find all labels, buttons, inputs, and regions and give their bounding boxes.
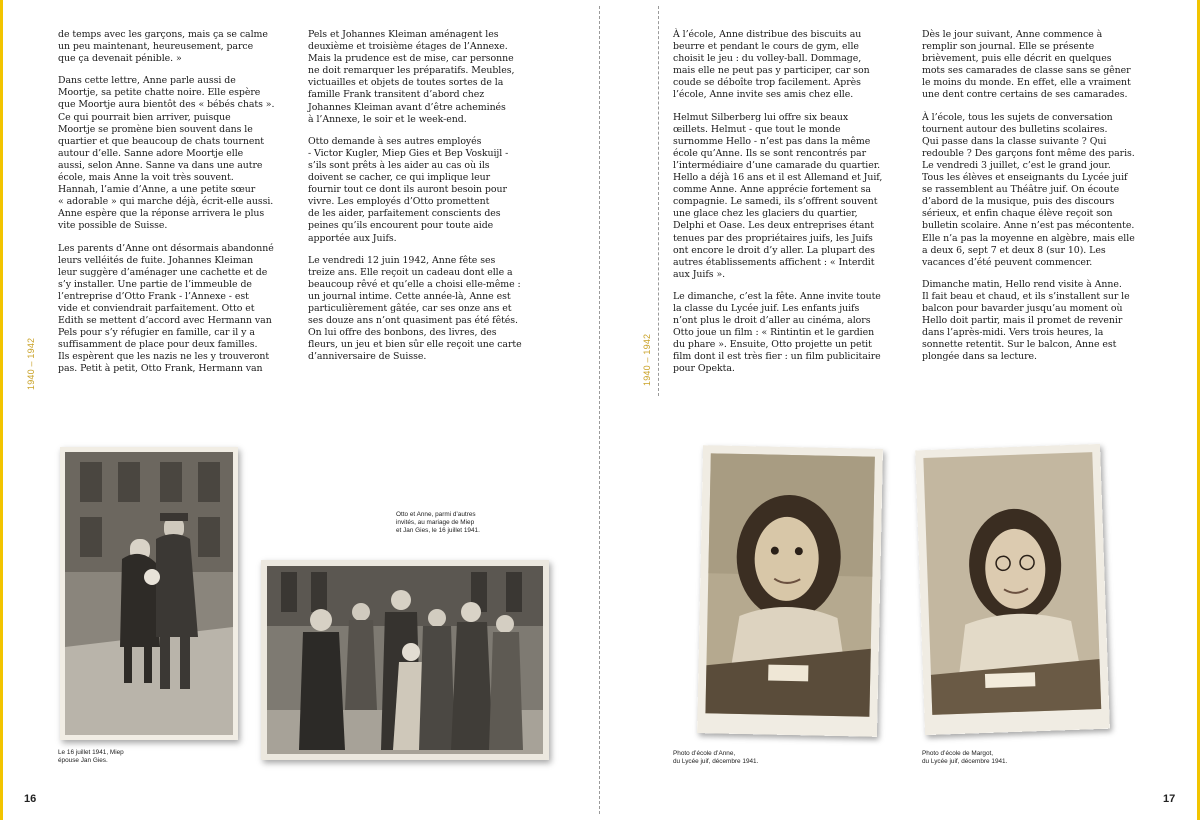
- paragraph: Le vendredi 12 juin 1942, Anne fête ses treize ans. Elle reçoit un cadeau dont elle a beaucoup rêvé et qu’elle a choisi elle-même : un journal intime. Cette année-là, Anne est particulièrement gâtée, car ses onze ans et ses douze ans n’ont quasiment pas été fêtés. On lui offre des bonbons, des livres, des fleurs, un jeu et bien sûr elle reçoit une carte d’anniversaire de Suisse.: [308, 254, 522, 363]
- photo-anne-school: [697, 445, 883, 737]
- caption-anne: Photo d’école d’Anne, du Lycée juif, décembre 1941.: [673, 750, 759, 765]
- page-number-left: 16: [24, 793, 37, 805]
- paragraph: Le dimanche, c’est la fête. Anne invite toute la classe du Lycée juif. Les enfants juifs n’ont plus le droit d’aller au cinéma, alors Otto joue un film : « Rintintin et le gardien du phare ». Ensuite, Otto projette un petit film dont il est très fier : un film publicitaire pour Opekta.: [673, 290, 881, 375]
- right-page: [600, 0, 1200, 820]
- anne-portrait-image: [697, 445, 883, 737]
- left-column-1: [58, 29, 288, 386]
- paragraph: À l’école, Anne distribue des biscuits au beurre et pendant le cours de gym, elle choisit le jeu : du volley-ball. Dommage, mais elle ne peut pas y participer, car son coude se déboîte trop facilement. Après l’école, Anne invite ses amis chez elle.: [673, 29, 870, 101]
- margot-portrait-image: [915, 444, 1110, 735]
- left-column-2: [308, 29, 540, 373]
- caption-wedding-walk: Le 16 juillet 1941, Miep épouse Jan Gies.: [58, 749, 124, 764]
- photo-margot-school: [915, 444, 1110, 735]
- wedding-walk-image: [60, 447, 238, 740]
- paragraph: Dès le jour suivant, Anne commence à remplir son journal. Elle se présente brièvement, puis elle décrit en quelques mots ses camarades de classe sans se gêner le moins du monde. En effet, elle a vraiment une dent contre certains de ses camarades.: [922, 29, 1131, 101]
- wedding-group-image: [261, 560, 549, 760]
- paragraph: Dimanche matin, Hello rend visite à Anne. Il fait beau et chaud, et ils s’installent sur le balcon pour bavarder jusqu’au moment où Hello doit partir, mais il promet de revenir dans l’après-midi. Vers trois heures, la sonnette retentit. Sur le balcon, Anne est plongée dans sa lecture.: [922, 278, 1130, 363]
- caption-wedding-group: Otto et Anne, parmi d’autres invités, au mariage de Miep et Jan Gies, le 16 juillet 1941.: [396, 511, 480, 534]
- caption-margot: Photo d’école de Margot, du Lycée juif, décembre 1941.: [922, 750, 1008, 765]
- right-column-1: [673, 29, 903, 386]
- paragraph: de temps avec les garçons, mais ça se calme un peu maintenant, heureusement, parce que ça devenait pénible. »: [58, 29, 268, 65]
- left-edge-accent: [0, 0, 3, 820]
- date-tab: 1940 – 1942: [642, 333, 652, 386]
- date-tab: 1940 – 1942: [26, 337, 36, 390]
- paragraph: Pels et Johannes Kleiman aménagent les deuxième et troisième étages de l’Annexe. Mais la prudence est de mise, car personne ne doit remarquer les préparatifs. Meubles, victuailles et objets de toutes sortes de la famille Frank transitent d’abord chez Johannes Kleiman avant d’être acheminés à l’Annexe, le soir et le week-end.: [308, 29, 515, 125]
- paragraph: À l’école, tous les sujets de conversation tournent autour des bulletins scolaires. Qui passe dans la classe suivante ? Qui redouble ? Des garçons font même des paris. Le vendredi 3 juillet, c’est le grand jour. Tous les élèves et enseignants du Lycée juif se rassemblent au Théâtre juif. On écoute d’abord de la musique, puis des discours sérieux, et enfin chaque élève reçoit son bulletin scolaire. Anne n’est pas mécontente. Elle n’a pas la moyenne en algèbre, mais elle a deux 6, sept 7 et deux 8 (sur 10). Les vacances d’été peuvent commencer.: [922, 111, 1135, 268]
- paragraph: Helmut Silberberg lui offre six beaux œillets. Helmut - que tout le monde surnomme Hello - n’est pas dans la même école qu’Anne. Ils se sont rencontrés par l’intermédiaire d’une camarade du quartier. Hello a déjà 16 ans et il est Allemand et Juif, comme Anne. Anne apprécie fortement sa compagnie. Le samedi, ils s’offrent souvent une glace chez les glaciers du quartier, Delphi et Oase. Les deux entreprises étant tenues par des propriétaires juifs, les Juifs ont encore le droit d’y aller. La plupart des autres établissements affichent : « Interdit aux Juifs ».: [673, 111, 883, 280]
- photo-wedding-walk: [60, 447, 238, 740]
- right-column-2: [922, 29, 1154, 373]
- paragraph: Les parents d’Anne ont désormais abandonné leurs velléités de fuite. Johannes Kleiman leur suggère d’aménager une cachette et de s’y installer. Une partie de l’immeuble de l’entreprise d’Otto Frank - l’Annexe - est vide et conviendrait parfaitement. Otto et Edith se mettent d’accord avec Hermann van Pels pour s’y réfugier en famille, car il y a suffisamment de place pour deux familles. Ils espèrent que les nazis ne les y trouveront pas. Petit à petit, Otto Frank, Hermann van: [58, 242, 274, 375]
- paragraph: Dans cette lettre, Anne parle aussi de Moortje, sa petite chatte noire. Elle espère que Moortje aura bientôt des « bébés chats ». Ce qui pourrait bien arriver, puisque Moortje se promène bien souvent dans le quartier et que beaucoup de chats tournent autour d’elle. Sanne adore Moortje elle aussi, selon Anne. Sanne va dans une autre école, mais Anne la voit très souvent. Hannah, l’amie d’Anne, a une petite sœur « adorable » qui marche déjà, écrit-elle aussi. Anne espère que la réponse arrivera le plus vite possible de Suisse.: [58, 75, 275, 232]
- paragraph: Otto demande à ses autres employés - Victor Kugler, Miep Gies et Bep Voskuijl - s’ils sont prêts à les aider au cas où ils doivent se cacher, ce qui implique leur fournir tout ce dont ils auront besoin pour vivre. Les employés d’Otto promettent de les aider, parfaitement conscients des peines qu’ils encourent pour toute aide apportée aux Juifs.: [308, 135, 509, 244]
- photo-wedding-group: [261, 560, 549, 760]
- page-number-right: 17: [1163, 793, 1176, 805]
